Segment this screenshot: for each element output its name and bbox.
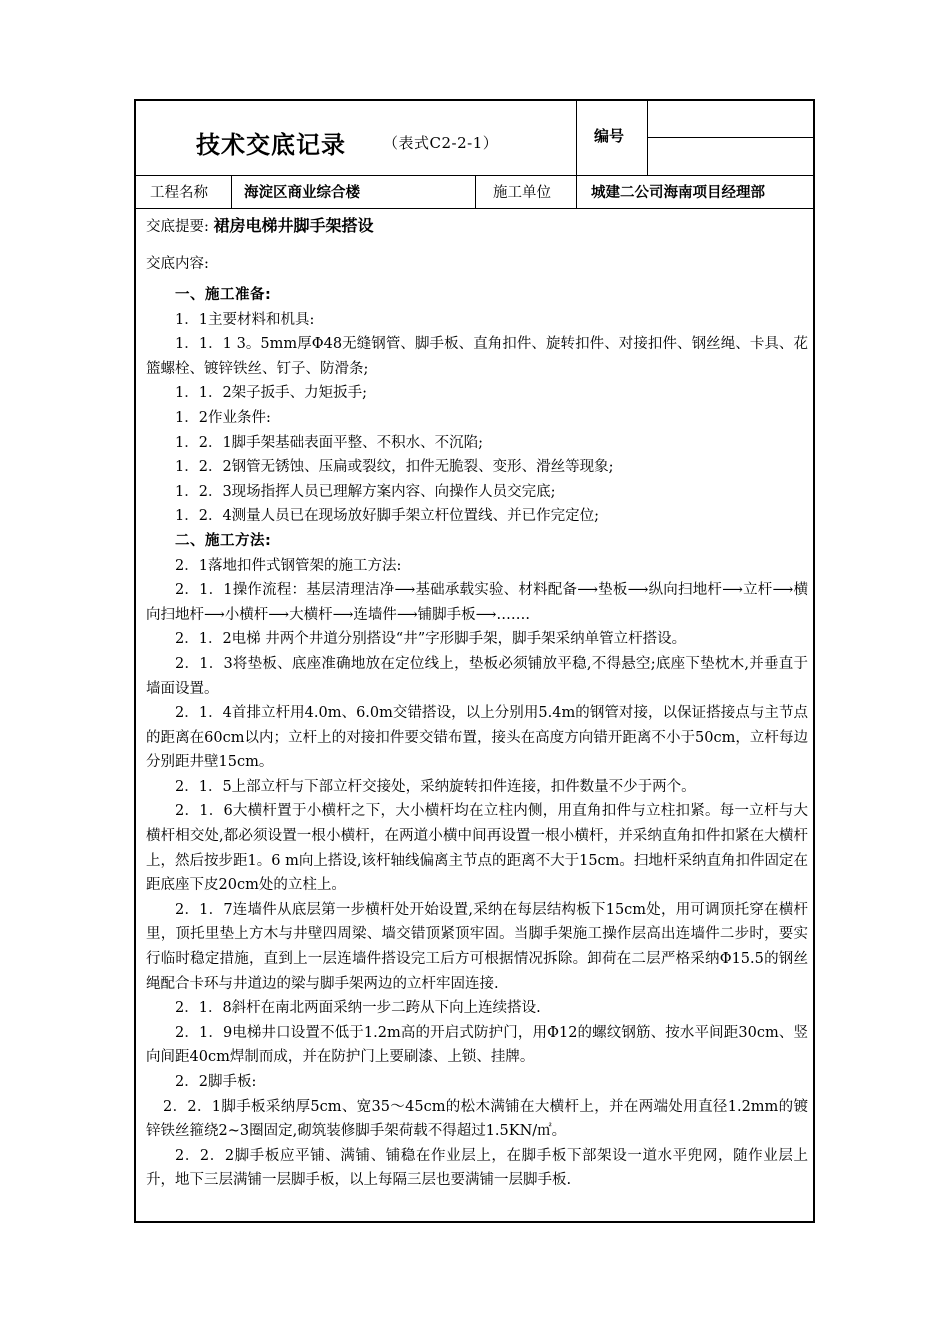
- paragraph: 1．1．2架子扳手、力矩扳手;: [175, 385, 368, 402]
- content-body: [146, 283, 808, 1193]
- paragraph: 1．2．4测量人员已在现场放好脚手架立杆位置线、并已作完定位;: [175, 508, 600, 525]
- document-title: 技术交底记录: [196, 131, 346, 159]
- paragraph: 2．2．2脚手板应平铺、满铺、铺稳在作业层上，在脚手板下部架设一道水平兜网，随作业层上升，地下三层满铺一层脚手板，以上每隔三层也要满铺一层脚手板.: [146, 1147, 808, 1189]
- paragraph: 2．2脚手板:: [175, 1074, 257, 1090]
- record-form: [134, 99, 815, 1223]
- paragraph: 2．1．5上部立杆与下部立杆交接处，采纳旋转扣件连接，扣件数量不少于两个。: [175, 778, 696, 795]
- project-name-value: 海淀区商业综合楼: [244, 185, 360, 201]
- paragraph: 2．1．4首排立杆用4.0m、6.0m交错搭设，以上分别用5.4m的钢管对接，以保证搭接点与主节点的距离在60cm以内；立杆上的对接扣件要交错布置，接头在高度方向错开距离不小于50cm，立杆每边分别距井壁15cm。: [146, 705, 808, 771]
- paragraph: 1．2．2钢管无锈蚀、压扁或裂纹，扣件无脆裂、变形、滑丝等现象;: [175, 459, 614, 476]
- info-col1-divider: [231, 175, 232, 208]
- info-divider: [136, 208, 813, 209]
- serial-number-label: 编号: [594, 127, 625, 145]
- paragraph: 2．2．1脚手板采纳厚5cm、宽35～45cm的松木满铺在大横杆上，并在两端处用直径1.2mm的镀锌铁丝箍绕2~3圈固定,砌筑装修脚手架荷载不得超过1.5KN/㎡。: [146, 1098, 808, 1140]
- paragraph: 1．1．1 3。5mm厚Φ48无缝钢管、脚手板、直角扣件、旋转扣件、对接扣件、钢丝绳、卡具、花篮螺栓、镀锌铁丝、钉子、防滑条;: [146, 336, 808, 377]
- paragraph: 1．2作业条件:: [175, 409, 271, 426]
- construction-unit-label: 施工单位: [493, 185, 551, 201]
- paragraph: 2．1落地扣件式钢管架的施工方法:: [175, 557, 402, 574]
- paragraph: 2．1．1操作流程：基层清理洁净⟶基础承载实验、材料配备⟶垫板⟶纵向扫地杆⟶立杆⟶横向扫地杆⟶小横杆⟶大横杆⟶连墙件⟶铺脚手板⟶…….: [146, 582, 808, 623]
- paragraph: 2．1．9电梯井口设置不低于1.2m高的开启式防护门，用Φ12的螺纹钢筋、按水平间距30cm、竖向间距40cm焊制而成，并在防护门上要刷漆、上锁、挂牌。: [146, 1024, 808, 1066]
- construction-unit-value: 城建二公司海南项目经理部: [591, 185, 765, 201]
- paragraph: 2．1．3将垫板、底座准确地放在定位线上，垫板必须铺放平稳,不得悬空;底座下垫枕木,并垂直于墙面设置。: [146, 655, 808, 697]
- serial-divider: [647, 137, 813, 138]
- paragraph: 2．1．6大横杆置于小横杆之下，大小横杆均在立柱内侧，用直角扣件与立柱扣紧。每一立杆与大横杆相交处,都必须设置一根小横杆，在两道小横中间再设置一根小横杆，并采纳直角扣件扣紧在大横杆上，然后按步距1。6 m向上搭设,该杆轴线偏离主节点的距离不大于15cm。扫地杆采纳直角扣件固定在距底座下皮20cm处的立柱上。: [146, 803, 808, 894]
- paragraph: 1．2．1脚手架基础表面平整、不积水、不沉陷;: [175, 434, 484, 451]
- summary-value: 裙房电梯井脚手架搭设: [213, 216, 374, 235]
- info-col2-divider: [475, 175, 476, 208]
- title-divider: [576, 101, 577, 208]
- form-code: （表式C2-2-1）: [383, 134, 499, 152]
- paragraph: 2．1．8斜杆在南北两面采纳一步二跨从下向上连续搭设.: [175, 1000, 541, 1017]
- project-name-label: 工程名称: [150, 185, 208, 201]
- content-label: 交底内容:: [146, 256, 209, 272]
- section-heading: 一、施工准备:: [175, 287, 272, 303]
- serial-label-divider: [647, 101, 648, 175]
- paragraph: 1．2．3现场指挥人员已理解方案内容、向操作人员交完底;: [175, 483, 556, 500]
- paragraph: 1．1主要材料和机具:: [175, 311, 315, 328]
- paragraph: 2．1．2电梯 井两个井道分别搭设“井”字形脚手架，脚手架采纳单管立杆搭设。: [175, 631, 687, 648]
- paragraph: 2．1．7连墙件从底层第一步横杆处开始设置,采纳在每层结构板下15cm处，用可调顶托穿在横杆里，顶托里垫上方木与井壁四周梁、墙交错顶紧顶牢固。当脚手架施工操作层高出连墙件二步时，要实行临时稳定措施，直到上一层连墙件搭设完工后方可根据情况拆除。卸荷在二层严格采纳Φ15.5的钢丝绳配合卡环与井道边的梁与脚手架两边的立杆牢固连接.: [146, 901, 808, 992]
- section-heading: 二、施工方法:: [175, 532, 272, 549]
- summary-row: [146, 213, 374, 236]
- summary-label: 交底提要:: [146, 219, 209, 235]
